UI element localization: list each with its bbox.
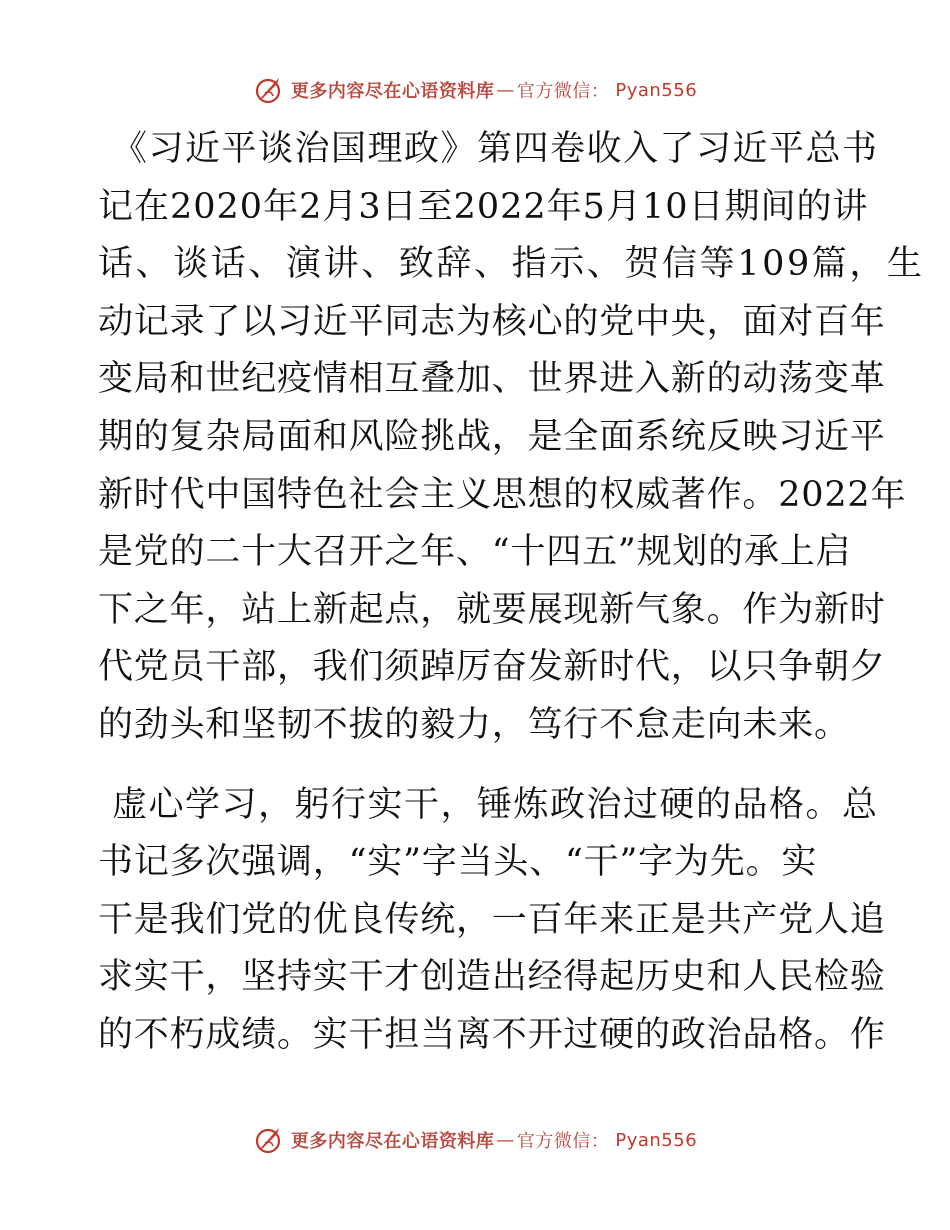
text-line: 期的复杂局面和风险挑战，是全面系统反映习近平 [98,416,886,457]
text-line: 干是我们党的优良传统，一百年来正是共产党人追 [98,899,886,940]
footer-wechat-label: 官方微信： [516,1131,610,1152]
text-line: 是党的二十大召开之年、“十四五”规划的承上启 [98,532,852,573]
header-wechat-label: 官方微信： [516,81,610,102]
footer-dash: — [496,1129,515,1151]
text-line: 话、谈话、演讲、致辞、指示、贺信等109篇，生 [98,244,925,285]
text-line: 记在2020年2月3日至2022年5月10日期间的讲 [98,186,869,227]
header-brand-text: 更多内容尽在心语资料库 [290,81,495,102]
text-line: 《习近平谈治国理政》第四卷收入了习近平总书 [112,129,879,169]
footer-brand-text: 更多内容尽在心语资料库 [290,1131,495,1152]
header-wechat-id: Pyan556 [615,79,698,101]
footer-watermark [0,1124,950,1156]
text-line: 求实干，坚持实干才创造出经得起历史和人民检验 [98,957,886,998]
quill-logo-icon [253,1124,285,1156]
footer-wechat-id: Pyan556 [615,1129,698,1151]
text-line: 变局和世纪疫情相互叠加、世界进入新的动荡变革 [98,359,886,400]
document-body [98,121,925,1065]
paragraph-2 [98,777,886,1065]
quill-logo-icon [253,74,285,106]
text-line: 代党员干部，我们须踔厉奋发新时代，以只争朝夕 [98,647,886,688]
text-line: 动记录了以习近平同志为核心的党中央，面对百年 [98,301,886,342]
text-line: 书记多次强调，“实”字当头、“干”字为先。实 [98,842,818,883]
paragraph-1 [98,121,925,755]
text-line: 的劲头和坚韧不拔的毅力，笃行不怠走向未来。 [98,704,850,745]
text-line: 下之年，站上新起点，就要展现新气象。作为新时 [98,589,886,630]
text-line: 的不朽成绩。实干担当离不开过硬的政治品格。作 [98,1014,886,1055]
text-line: 虚心学习，躬行实干，锤炼政治过硬的品格。总 [112,784,879,825]
header-dash: — [496,79,515,101]
header-watermark [0,74,950,106]
text-line: 新时代中国特色社会主义思想的权威著作。2022年 [98,474,907,515]
